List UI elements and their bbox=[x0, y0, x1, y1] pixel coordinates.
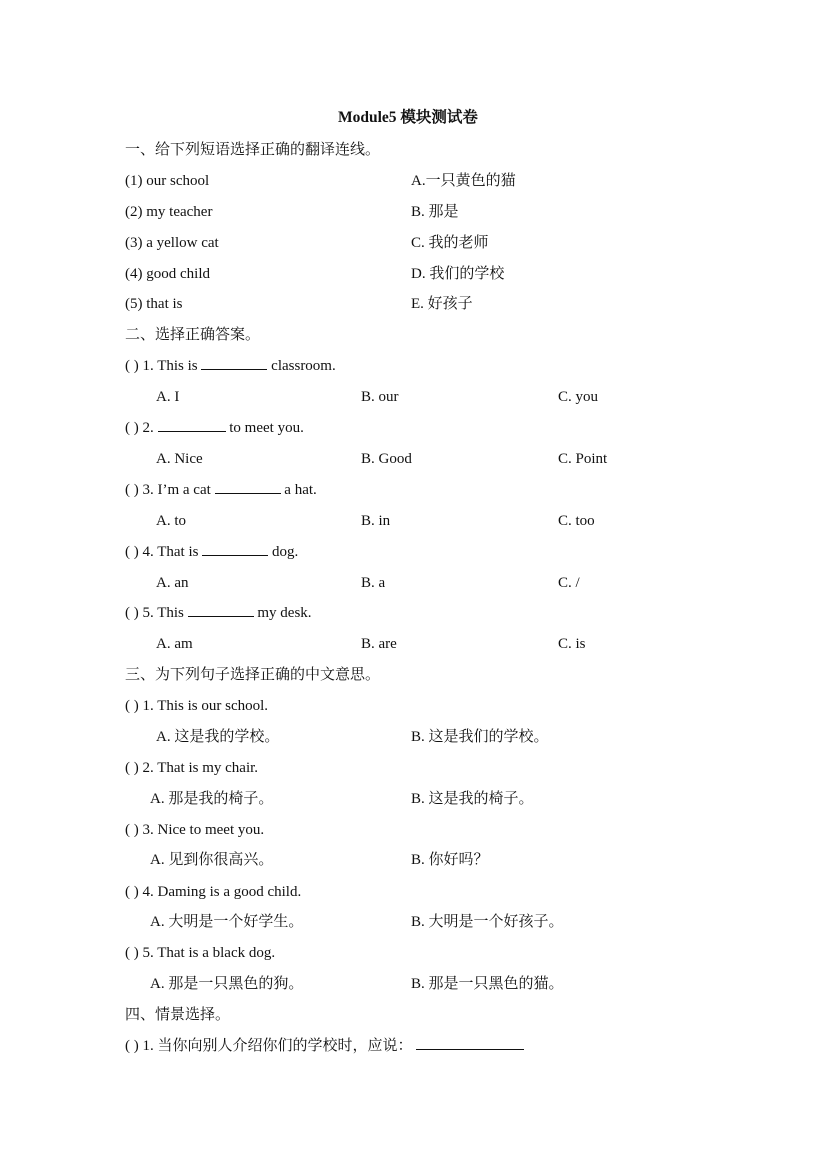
option-a: A. 那是一只黑色的狗。 bbox=[150, 976, 304, 992]
option-a: A. 大明是一个好学生。 bbox=[150, 914, 304, 930]
question-text: classroom. bbox=[271, 358, 336, 374]
option-a: A. 见到你很高兴。 bbox=[150, 852, 274, 868]
match-right-item: B. 那是 bbox=[411, 204, 459, 220]
answer-blank[interactable] bbox=[201, 357, 267, 370]
option-b: B. 这是我的椅子。 bbox=[411, 791, 534, 807]
question-line bbox=[125, 604, 312, 622]
option-c: C. / bbox=[558, 575, 580, 591]
option-b: B. 你好吗？ bbox=[411, 852, 489, 868]
match-left-item: (5) that is bbox=[125, 296, 183, 312]
question-line bbox=[125, 419, 304, 437]
answer-blank[interactable] bbox=[188, 604, 254, 617]
option-c: C. Point bbox=[558, 451, 608, 467]
answer-blank[interactable] bbox=[158, 419, 226, 432]
option-c: C. is bbox=[558, 636, 586, 652]
match-right-item: E. 好孩子 bbox=[411, 296, 473, 312]
question-text: ( ) 4. That is bbox=[125, 544, 199, 560]
section-2-heading: 二、选择正确答案。 bbox=[125, 327, 261, 343]
question-text: ( ) 4. Daming is a good child. bbox=[125, 884, 302, 900]
option-a: A. 这是我的学校。 bbox=[156, 729, 280, 745]
question-text: dog. bbox=[271, 544, 299, 560]
answer-blank[interactable] bbox=[202, 543, 268, 556]
option-a: A. am bbox=[156, 636, 193, 652]
question-line bbox=[125, 357, 336, 375]
option-b: B. a bbox=[361, 575, 386, 591]
option-b: B. our bbox=[361, 389, 399, 405]
question-text: ( ) 3. Nice to meet you. bbox=[125, 822, 265, 838]
question-text: ( ) 1. This is bbox=[125, 358, 198, 374]
question-text: ( ) 2. bbox=[125, 420, 154, 436]
option-a: A. 那是我的椅子。 bbox=[150, 791, 274, 807]
question-text: ( ) 2. That is my chair. bbox=[125, 760, 259, 776]
option-b: B. 大明是一个好孩子。 bbox=[411, 914, 564, 930]
question-line bbox=[125, 481, 317, 499]
question-text: a hat. bbox=[284, 482, 317, 498]
option-b: B. Good bbox=[361, 451, 412, 467]
match-right-item: D. 我们的学校 bbox=[411, 266, 505, 282]
option-b: B. 这是我们的学校。 bbox=[411, 729, 549, 745]
question-text: ( ) 5. That is a black dog. bbox=[125, 945, 276, 961]
option-a: A. an bbox=[156, 575, 189, 591]
question-text: ( ) 5. This bbox=[125, 605, 184, 621]
option-b: B. 那是一只黑色的猫。 bbox=[411, 976, 564, 992]
option-c: C. too bbox=[558, 513, 595, 529]
question-text: my desk. bbox=[257, 605, 312, 621]
question-line bbox=[125, 543, 298, 561]
option-c: C. you bbox=[558, 389, 599, 405]
section-3-heading: 三、为下列句子选择正确的中文意思。 bbox=[125, 667, 381, 683]
answer-blank[interactable] bbox=[416, 1037, 524, 1050]
match-right-item: C. 我的老师 bbox=[411, 235, 489, 251]
match-left-item: (1) our school bbox=[125, 173, 210, 189]
match-right-item: A.一只黄色的猫 bbox=[411, 173, 516, 189]
match-left-item: (3) a yellow cat bbox=[125, 235, 219, 251]
option-b: B. in bbox=[361, 513, 391, 529]
page-title: Module5 模块测试卷 bbox=[338, 109, 478, 126]
question-text: ( ) 3. I’m a cat bbox=[125, 482, 211, 498]
answer-blank[interactable] bbox=[215, 481, 281, 494]
match-left-item: (2) my teacher bbox=[125, 204, 213, 220]
question-text: ( ) 1. This is our school. bbox=[125, 698, 269, 714]
option-a: A. to bbox=[156, 513, 186, 529]
option-a: A. I bbox=[156, 389, 180, 405]
question-line bbox=[125, 1037, 524, 1055]
section-4-heading: 四、情景选择。 bbox=[125, 1007, 231, 1023]
question-text: ( ) 1. 当你向别人介绍你们的学校时，应说： bbox=[125, 1038, 413, 1054]
match-left-item: (4) good child bbox=[125, 266, 210, 282]
section-1-heading: 一、给下列短语选择正确的翻译连线。 bbox=[125, 142, 381, 158]
option-b: B. are bbox=[361, 636, 397, 652]
option-a: A. Nice bbox=[156, 451, 203, 467]
question-text: to meet you. bbox=[229, 420, 304, 436]
